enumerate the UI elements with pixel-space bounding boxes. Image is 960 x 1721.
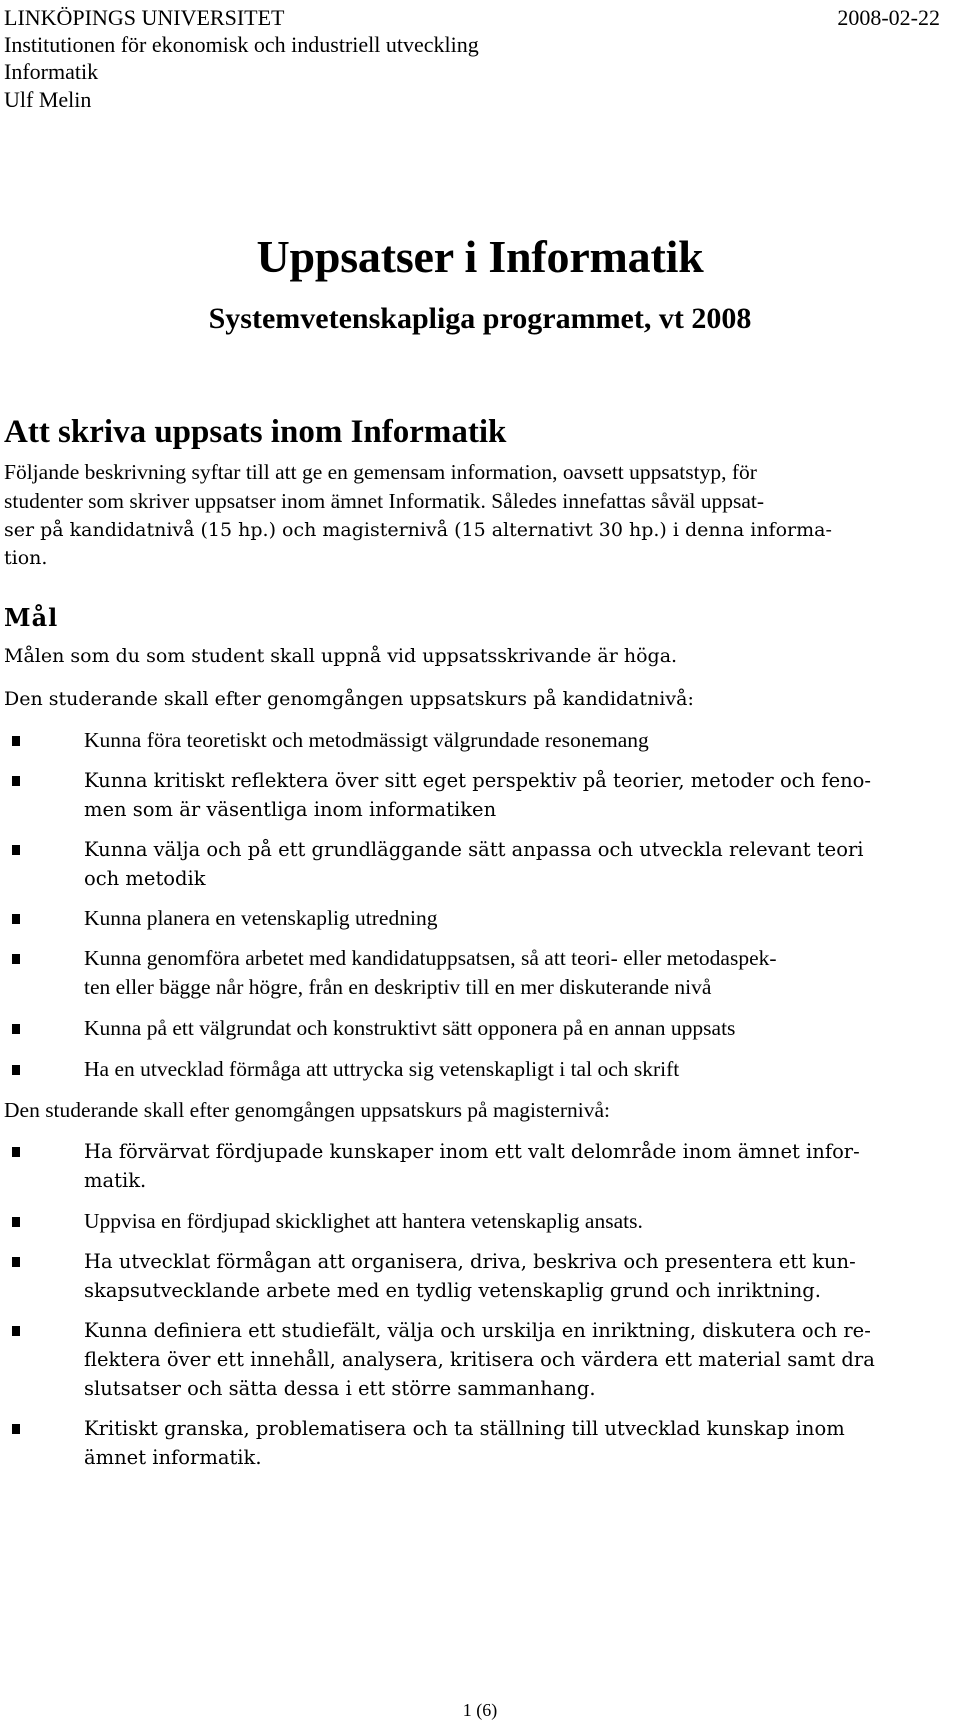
bullet-square-icon: [12, 736, 20, 746]
bullet-square-icon: [12, 954, 20, 964]
bullet-square-icon: [12, 914, 20, 924]
author-name: Ulf Melin: [4, 87, 92, 112]
goals-intro: Målen som du som student skall uppnå vid uppsatsskrivande är höga.: [4, 645, 678, 667]
bullet-square-icon: [12, 1424, 20, 1434]
intro-line-1: Följande beskrivning syftar till att ge en gemensam information, oavsett uppsatstyp, för: [4, 460, 757, 484]
bullet-square-icon: [12, 1065, 20, 1075]
bullet-square-icon: [12, 1217, 20, 1227]
document-date: 2008-02-22: [837, 5, 940, 30]
list-item-text: flektera över ett innehåll, analysera, kritisera och värdera ett material samt dra: [84, 1348, 875, 1371]
bullet-square-icon: [12, 1257, 20, 1267]
list-item-text: och metodik: [84, 867, 206, 890]
page-number: 1 (6): [462, 1700, 498, 1720]
list-item-text: Kritiskt granska, problematisera och ta ställning till utvecklad kunskap inom: [84, 1417, 845, 1440]
bachelor-intro: Den studerande skall efter genomgången uppsatskurs på kandidatnivå:: [4, 688, 694, 710]
list-item-text: Kunna föra teoretiskt och metodmässigt välgrundade resonemang: [84, 728, 649, 752]
list-item-text: Ha utvecklat förmågan att organisera, driva, beskriva och presentera ett kun-: [84, 1250, 856, 1273]
bullet-square-icon: [12, 1147, 20, 1157]
intro-line-2: studenter som skriver uppsatser inom ämnet Informatik. Således innefattas såväl uppsat-: [4, 489, 765, 513]
bullet-square-icon: [12, 1024, 20, 1034]
list-item-text: matik.: [84, 1169, 147, 1192]
list-item-text: men som är väsentliga inom informatiken: [84, 798, 497, 821]
bullet-square-icon: [12, 845, 20, 855]
page-subtitle: Systemvetenskapliga programmet, vt 2008: [208, 302, 752, 335]
goals-heading: Mål: [4, 603, 59, 632]
section-heading: Att skriva uppsats inom Informatik: [4, 414, 507, 450]
bullet-square-icon: [12, 776, 20, 786]
list-item-text: Kunna planera en vetenskaplig utredning: [84, 906, 438, 930]
list-item-text: Kunna kritiskt reflektera över sitt eget perspektiv på teorier, metoder och feno-: [84, 769, 872, 792]
list-item-text: Kunna välja och på ett grundläggande sätt anpassa och utveckla relevant teori: [84, 838, 864, 861]
list-item-text: Uppvisa en fördjupad skicklighet att hantera vetenskaplig ansats.: [84, 1209, 643, 1233]
subject-name: Informatik: [4, 59, 99, 84]
intro-line-4: tion.: [4, 547, 48, 569]
list-item-text: skapsutvecklande arbete med en tydlig vetenskaplig grund och inriktning.: [84, 1279, 821, 1302]
list-item-text: slutsatser och sätta dessa i ett större sammanhang.: [84, 1377, 596, 1400]
master-intro: Den studerande skall efter genomgången uppsatskurs på magisternivå:: [4, 1098, 610, 1122]
list-item-text: Kunna genomföra arbetet med kandidatuppsatsen, så att teori- eller metodaspek-: [84, 946, 777, 970]
list-item-text: Ha förvärvat fördjupade kunskaper inom ett valt delområde inom ämnet infor-: [84, 1140, 860, 1163]
page-title: Uppsatser i Informatik: [256, 231, 704, 282]
list-item-text: ämnet informatik.: [84, 1446, 262, 1469]
intro-line-3: ser på kandidatnivå (15 hp.) och magisternivå (15 alternativt 30 hp.) i denna informa-: [4, 519, 832, 541]
university-name: LINKÖPINGS UNIVERSITET: [4, 5, 285, 30]
list-item-text: Kunna definiera ett studiefält, välja och urskilja en inriktning, diskutera och re-: [84, 1319, 871, 1342]
list-item-text: Kunna på ett välgrundat och konstruktivt sätt opponera på en annan uppsats: [84, 1016, 736, 1040]
department-name: Institutionen för ekonomisk och industriell utveckling: [4, 32, 479, 57]
list-item-text: ten eller bägge når högre, från en deskriptiv till en mer diskuterande nivå: [84, 975, 712, 999]
list-item-text: Ha en utvecklad förmåga att uttrycka sig vetenskapligt i tal och skrift: [84, 1057, 680, 1081]
bullet-square-icon: [12, 1326, 20, 1336]
